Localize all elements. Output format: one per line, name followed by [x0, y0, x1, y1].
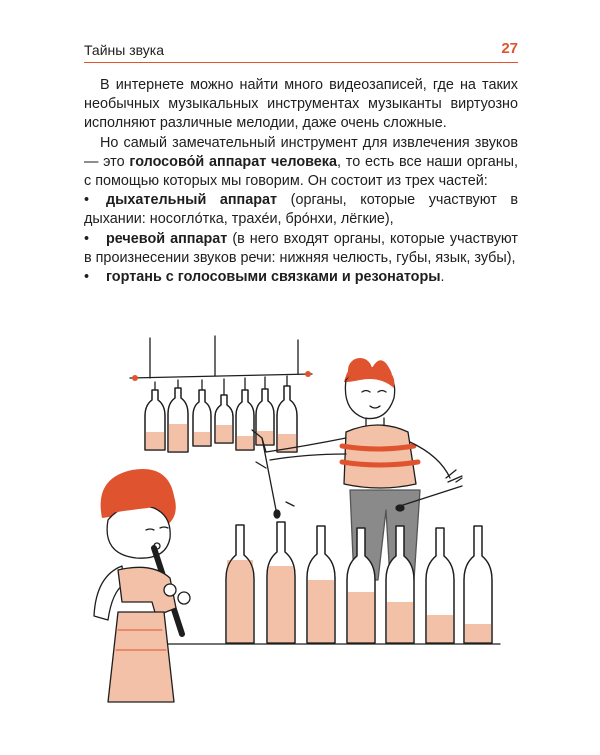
table-bottles: [226, 522, 492, 643]
bullet-marker: •: [84, 230, 90, 247]
bullet-item: [84, 230, 518, 268]
hanging-bottles: [145, 376, 297, 452]
boy-figure: [94, 469, 190, 702]
bullet-text: (органы, которые участвуют в дыхании: носогло́тка, трахе́и, бро́нхи, лёгкие),: [84, 192, 518, 228]
bullet-term: гортань с голосовыми связками и резонаторы: [106, 269, 441, 286]
bullet-term: речевой аппарат: [106, 230, 228, 247]
bullet-text: (в него входят органы, которые участвуют в произнесении звуков речи: нижняя челюсть, губы, язык, зубы),: [84, 230, 518, 266]
bullet-text: .: [440, 269, 445, 286]
bullet-term: дыхательный аппарат: [106, 192, 278, 209]
bullet-item: [84, 191, 518, 229]
paragraph-2-lead: Но самый замечательный инструмент для извлечения звуков — это: [84, 134, 518, 170]
running-title: Тайны звука: [84, 42, 164, 58]
paragraph-2-rest: , то есть все наши органы, с помощью которых мы говорим. Он состоит из трех частей:: [84, 153, 518, 190]
paragraph-1: В интернете можно найти много видеозаписей, где на таких необычных музыкальных инструментах музыканты виртуозно исполняют различные мелодии, даже очень сложные.: [84, 77, 518, 132]
body-text: [84, 76, 518, 287]
paragraph-2: [84, 134, 518, 192]
illustration: [0, 330, 600, 750]
illustration-drawing: [0, 330, 600, 750]
page-number: 27: [501, 40, 518, 57]
bullet-item: [84, 268, 518, 287]
page-header: [84, 40, 518, 62]
hanging-rail: [130, 336, 312, 381]
bullet-marker: •: [84, 269, 90, 286]
paragraph-2-term: голосово́й аппарат человека: [129, 153, 337, 170]
header-rule: [84, 62, 518, 63]
bullet-marker: •: [84, 192, 90, 209]
